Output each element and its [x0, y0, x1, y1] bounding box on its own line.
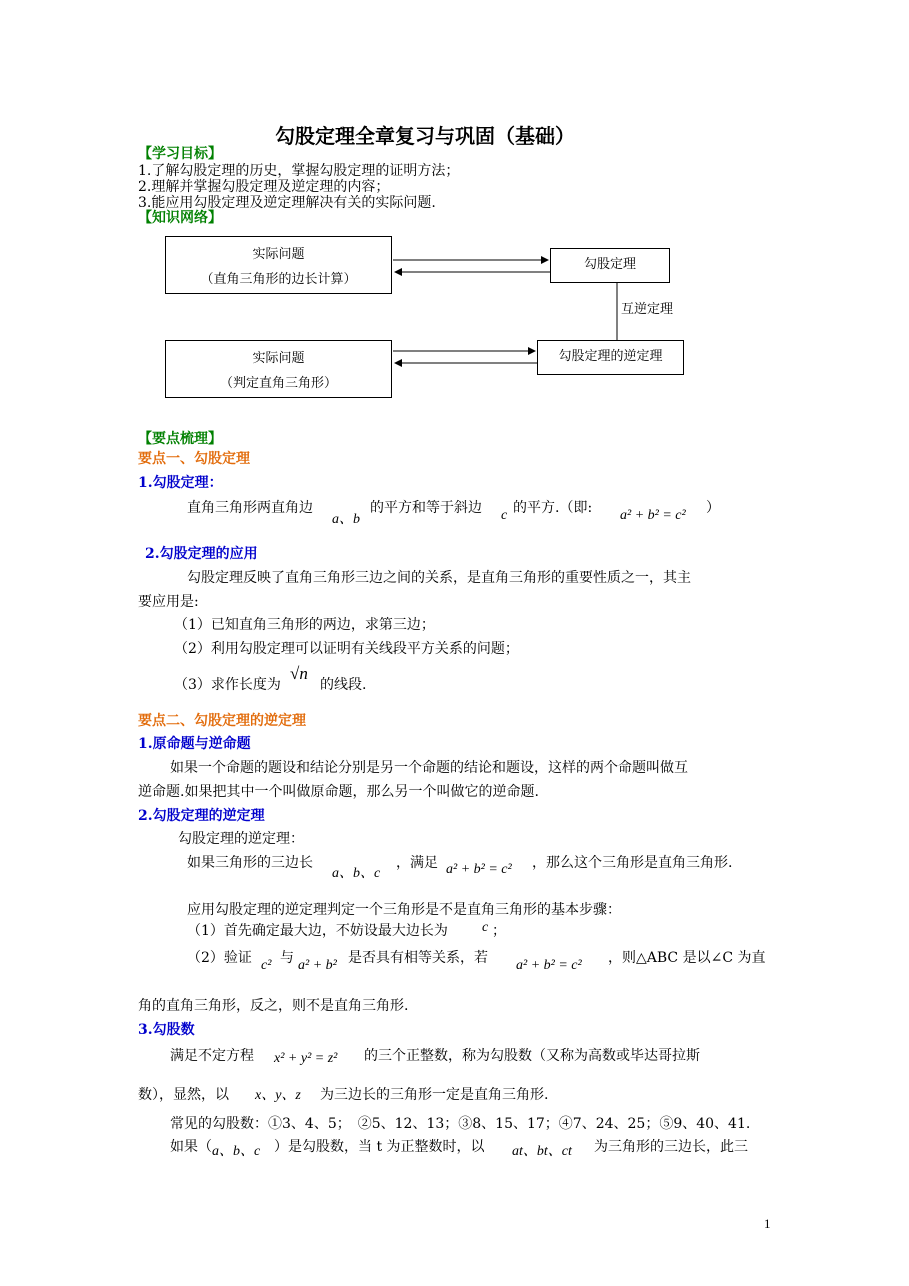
inverse-theorem-label: 互逆定理 [621, 302, 674, 317]
objectives-heading: 【学习目标】 [138, 146, 222, 162]
application-item: （1）已知直角三角形的两边，求第三边； [174, 617, 435, 633]
objective-item: 2.理解并掌握勾股定理及逆定理的内容； [138, 179, 390, 195]
application-item: （2）利用勾股定理可以证明有关线段平方关系的问题； [174, 641, 519, 657]
subsection-2-2-heading: 2.勾股定理的逆定理 [138, 808, 265, 824]
step2-sum: a² + b² [298, 958, 337, 973]
vars-abc: a、b、c [332, 866, 381, 881]
step-2-and: 与 [280, 950, 294, 966]
box-pythagorean-theorem: 勾股定理 [550, 248, 670, 283]
box-converse-theorem: 勾股定理的逆定理 [537, 340, 684, 375]
application-item-end: 的线段. [320, 677, 367, 693]
application-item: （3）求作长度为 [174, 677, 281, 693]
common-triples: 常见的勾股数：①3、4、5； ②5、12、13；③8、15、17；④7、24、25；⑤9、40、41. [170, 1116, 751, 1132]
vars-abc-triple: a、b、c [212, 1144, 261, 1159]
converse-formula: a² + b² = c² [446, 862, 512, 877]
theorem-text-3: 的平方.（即: [513, 500, 593, 516]
vars-xyz: x、y、z [255, 1088, 301, 1103]
step-1: （1）首先确定最大边，不妨设最大边长为 [187, 923, 448, 939]
subsection-2-3-heading: 3.勾股数 [138, 1022, 195, 1038]
scaled-triples: 如果（ [170, 1139, 212, 1155]
scaled-triples-mid: ）是勾股数，当 t 为正整数时，以 [274, 1139, 485, 1155]
network-heading: 【知识网络】 [138, 210, 222, 226]
theorem-close: ） [706, 500, 720, 516]
converse-text-end: ，那么这个三角形是直角三角形. [532, 855, 733, 871]
triple-formula: x² + y² = z² [274, 1051, 338, 1066]
vars-scaled: at、bt、ct [512, 1144, 572, 1159]
step2-formula: a² + b² = c² [516, 958, 582, 973]
step-2-cont: 角的直角三角形，反之，则不是直角三角形. [138, 998, 409, 1014]
paragraph-line: 如果一个命题的题设和结论分别是另一个命题的结论和题设，这样的两个命题叫做互 [170, 760, 688, 776]
step-2-end: ，则△ABC 是以∠C 为直 [608, 950, 766, 966]
box-practical-calc: 实际问题 （直角三角形的边长计算） [165, 236, 392, 294]
subsection-2-1-heading: 1.原命题与逆命题 [138, 736, 251, 752]
step-2: （2）验证 [187, 950, 252, 966]
steps-intro: 应用勾股定理的逆定理判定一个三角形是不是直角三角形的基本步骤： [187, 902, 621, 918]
converse-text: ，满足 [396, 855, 438, 871]
triples-line-2-end: 为三边长的三角形一定是直角三角形. [320, 1087, 549, 1103]
step2-c-squared: c² [261, 958, 272, 973]
knowledge-network-diagram [0, 0, 909, 420]
subsection-1-2-heading: 2.勾股定理的应用 [145, 546, 258, 562]
pythagorean-triples-def: 满足不定方程 [170, 1048, 254, 1064]
scaled-triples-end: 为三角形的三边长，此三 [594, 1139, 748, 1155]
paragraph-line: 勾股定理反映了直角三角形三边之间的关系，是直角三角形的重要性质之一，其主 [187, 570, 691, 586]
section-2-heading: 要点二、勾股定理的逆定理 [138, 713, 306, 729]
objective-item: 3.能应用勾股定理及逆定理解决有关的实际问题. [138, 195, 436, 211]
step-2-mid: 是否具有相等关系，若 [348, 950, 488, 966]
section-1-heading: 要点一、勾股定理 [138, 451, 250, 467]
vars-ab: a、b [332, 512, 360, 527]
pythagorean-formula: a² + b² = c² [620, 508, 686, 523]
page-number: 1 [764, 1216, 771, 1231]
paragraph-line: 逆命题.如果把其中一个叫做原命题，那么另一个叫做它的逆命题. [138, 784, 539, 800]
sqrt-n: √n [290, 664, 308, 683]
paragraph-line: 勾股定理的逆定理： [178, 831, 304, 847]
pythagorean-triples-def-2: 的三个正整数，称为勾股数（又称为高数或毕达哥拉斯 [364, 1048, 700, 1064]
theorem-text-2: 的平方和等于斜边 [370, 500, 482, 516]
box-practical-judge: 实际问题 （判定直角三角形） [165, 340, 392, 398]
converse-statement: 如果三角形的三边长 [187, 855, 313, 871]
keypoints-heading: 【要点梳理】 [138, 431, 222, 447]
var-c: c [501, 508, 508, 523]
subsection-1-1-heading: 1.勾股定理： [138, 475, 223, 491]
objective-item: 1.了解勾股定理的历史，掌握勾股定理的证明方法； [138, 163, 460, 179]
triples-line-2: 数），显然，以 [138, 1087, 229, 1103]
step-1-end: ； [492, 923, 506, 939]
paragraph-line: 要应用是: [138, 594, 199, 610]
theorem-statement: 直角三角形两直角边 [187, 500, 313, 516]
diagram-arrows [0, 0, 909, 420]
page-title: 勾股定理全章复习与巩固（基础） [275, 124, 575, 148]
step1-var-c: c [482, 920, 489, 935]
